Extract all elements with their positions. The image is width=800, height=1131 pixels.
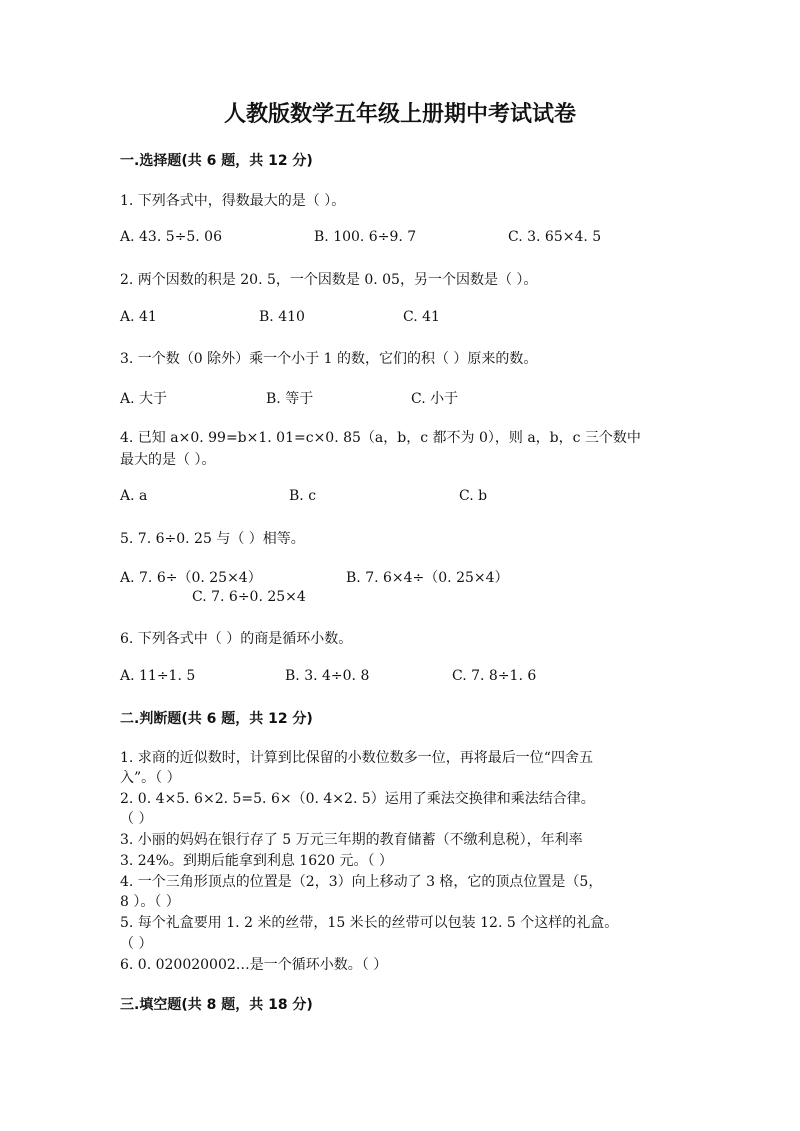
judgement-6: 6. 0. 020020002…是一个循环小数。（ ） (120, 957, 388, 973)
question-4-stem-line2: 最大的是（ ）。 (120, 452, 216, 468)
question-3-option-a: A. 大于 (120, 391, 168, 407)
judgement-4-line2: 8 ）。（ ） (120, 894, 180, 910)
question-3-stem: 3. 一个数（0 除外）乘一个小于 1 的数，它们的积（ ）原来的数。 (120, 351, 538, 367)
section-heading-fill-in: 三.填空题(共 8 题，共 18 分) (120, 997, 313, 1013)
judgement-3-line1: 3. 小丽的妈妈在银行存了 5 万元三年期的教育储蓄（不缴利息税），年利率 (120, 832, 583, 848)
section-heading-choice: 一.选择题(共 6 题，共 12 分) (120, 153, 313, 169)
question-1-option-a: A. 43. 5÷5. 06 (120, 229, 222, 245)
question-3-option-b: B. 等于 (266, 391, 314, 407)
question-6-option-a: A. 11÷1. 5 (120, 668, 196, 684)
question-1-option-c: C. 3. 65×4. 5 (508, 229, 602, 245)
question-4-stem-line1: 4. 已知 a×0. 99=b×1. 01=c×0. 85（a，b，c 都不为 0），则 a，b，c 三个数中 (120, 430, 641, 446)
question-1-stem: 1. 下列各式中，得数最大的是（ ）。 (120, 193, 346, 209)
question-3-option-c: C. 小于 (411, 391, 459, 407)
question-5-option-c: C. 7. 6÷0. 25×4 (192, 589, 306, 605)
judgement-5-line2: （ ） (120, 936, 153, 952)
question-5-option-b: B. 7. 6×4÷（0. 25×4） (346, 570, 509, 586)
judgement-5-line1: 5. 每个礼盒要用 1. 2 米的丝带，15 米长的丝带可以包装 12. 5 个这样的礼盒。 (120, 915, 619, 931)
question-6-stem: 6. 下列各式中（ ）的商是循环小数。 (120, 631, 353, 647)
question-6-option-b: B. 3. 4÷0. 8 (285, 668, 370, 684)
exam-title: 人教版数学五年级上册期中考试试卷 (223, 102, 576, 127)
question-6-option-c: C. 7. 8÷1. 6 (452, 668, 537, 684)
section-heading-judgement: 二.判断题(共 6 题，共 12 分) (120, 711, 313, 727)
question-2-option-c: C. 41 (403, 309, 440, 325)
question-4-option-c: C. b (459, 488, 488, 504)
question-1-option-b: B. 100. 6÷9. 7 (314, 229, 417, 245)
judgement-2-line1: 2. 0. 4×5. 6×2. 5=5. 6×（0. 4×2. 5）运用了乘法交换律和乘法结合律。 (120, 791, 595, 807)
question-4-option-a: A. a (120, 488, 148, 504)
question-4-option-b: B. c (289, 488, 317, 504)
question-2-option-b: B. 410 (259, 309, 305, 325)
judgement-1-line2: 入”。（ ） (120, 770, 181, 786)
question-2-option-a: A. 41 (120, 309, 157, 325)
judgement-3-line2: 3. 24%。到期后能拿到利息 1620 元。（ ） (120, 853, 393, 869)
question-2-stem: 2. 两个因数的积是 20. 5，一个因数是 0. 05，另一个因数是（ ）。 (120, 272, 538, 288)
judgement-2-line2: （ ） (120, 811, 153, 827)
question-5-stem: 5. 7. 6÷0. 25 与（ ）相等。 (120, 531, 305, 547)
judgement-4-line1: 4. 一个三角形顶点的位置是（2，3）向上移动了 3 格，它的顶点位置是（5， (120, 874, 603, 890)
judgement-1-line1: 1. 求商的近似数时，计算到比保留的小数位数多一位，再将最后一位“四舍五 (120, 750, 593, 766)
question-5-option-a: A. 7. 6÷（0. 25×4） (120, 570, 262, 586)
